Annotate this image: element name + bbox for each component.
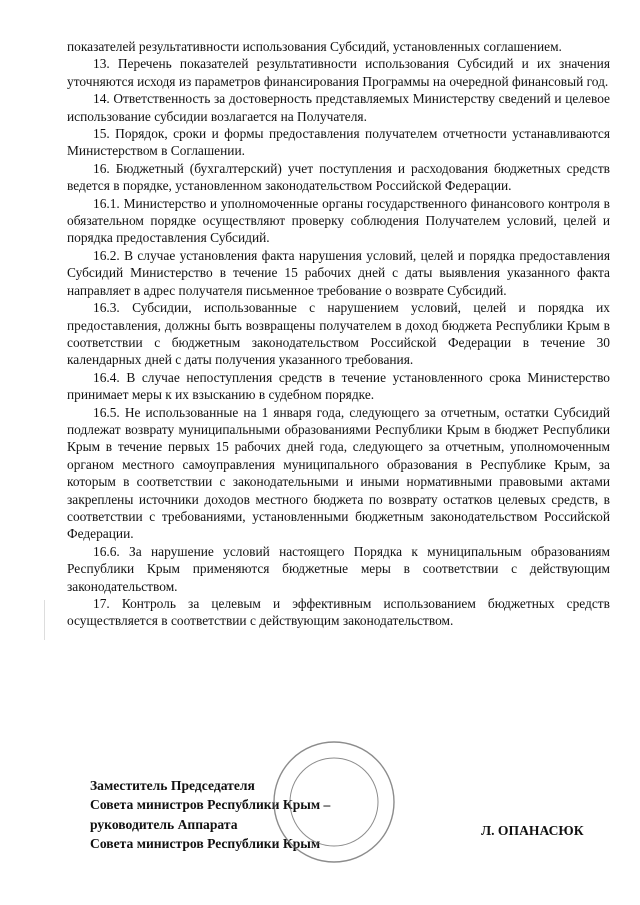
paragraph: 17. Контроль за целевым и эффективным использованием бюджетных средств осуществляется в соответствии с действующим законодательством.: [67, 596, 610, 629]
paragraph: 15. Порядок, сроки и формы предоставления получателем отчетности устанавливаются Министерством в Соглашении.: [67, 126, 610, 159]
paragraph: показателей результативности использования Субсидий, установленных соглашением.: [67, 39, 562, 54]
paragraph: 16.5. Не использованные на 1 января года, следующего за отчетным, остатки Субсидий подлежат возврату муниципальными образованиями Республики Крым в бюджет Республики Крым в течение первых 15 рабочих дней года, следующего за отчетным, уполномоченным органом местного самоуправления муниципального образования в Республике Крым, за которым в соответствии с законодательными и иными нормативными правовыми актами закреплены источники доходов местного бюджета по возврату остатков целевых средств, в соответствии с требованиями, установленными бюджетным законодательством Российской Федерации.: [67, 404, 610, 542]
paragraph: 16.4. В случае непоступления средств в течение установленного срока Министерство принимает меры к их взысканию в судебном порядке.: [67, 369, 610, 403]
signer-name: Л. ОПАНАСЮК: [481, 823, 584, 838]
paragraph: 14. Ответственность за достоверность представляемых Министерству сведений и целевое использование субсидии возлагается на Получателя.: [67, 91, 610, 124]
signer-position: [90, 776, 330, 854]
paragraph: 16.6. За нарушение условий настоящего Порядка к муниципальным образованиям Республики Крым применяются бюджетные меры в соответствии с действующим законодательством.: [67, 543, 610, 594]
scan-artifact: [44, 600, 45, 640]
signer-position-line: Заместитель Председателя: [90, 778, 255, 793]
document-body: [67, 38, 610, 630]
signature-block: [90, 776, 610, 856]
signer-position-line: Совета министров Республики Крым –: [90, 797, 331, 813]
paragraph: 16. Бюджетный (бухгалтерский) учет поступления и расходования бюджетных средств ведется в порядке, установленном законодательством Российской Федерации.: [67, 160, 610, 194]
paragraph: 16.2. В случае установления факта нарушения условий, целей и порядка предоставления Субсидий Министерство в течение 15 рабочих дней с даты выявления указанного факта направляет в адрес получателя письменное требование о возврате Субсидий.: [67, 247, 610, 298]
signer-position-line: Совета министров Республики Крым: [90, 836, 321, 852]
paragraph: 16.3. Субсидии, использованные с нарушением условий, целей и порядка их предоставления, должны быть возвращены получателем в доход бюджета Республики Крым в соответствии с бюджетным законодательством Российской Федерации в течение 30 календарных дней с даты получения указанного требования.: [67, 300, 610, 368]
paragraph: 13. Перечень показателей результативности использования Субсидий и их значения уточняются исходя из параметров финансирования Программы на очередной финансовый год.: [67, 56, 610, 89]
paragraph: 16.1. Министерство и уполномоченные органы государственного финансового контроля в обязательном порядке осуществляют проверку соблюдения Получателем условий, целей и порядка предоставления Субсидий.: [67, 195, 610, 246]
signer-position-line: руководитель Аппарата: [90, 816, 238, 832]
